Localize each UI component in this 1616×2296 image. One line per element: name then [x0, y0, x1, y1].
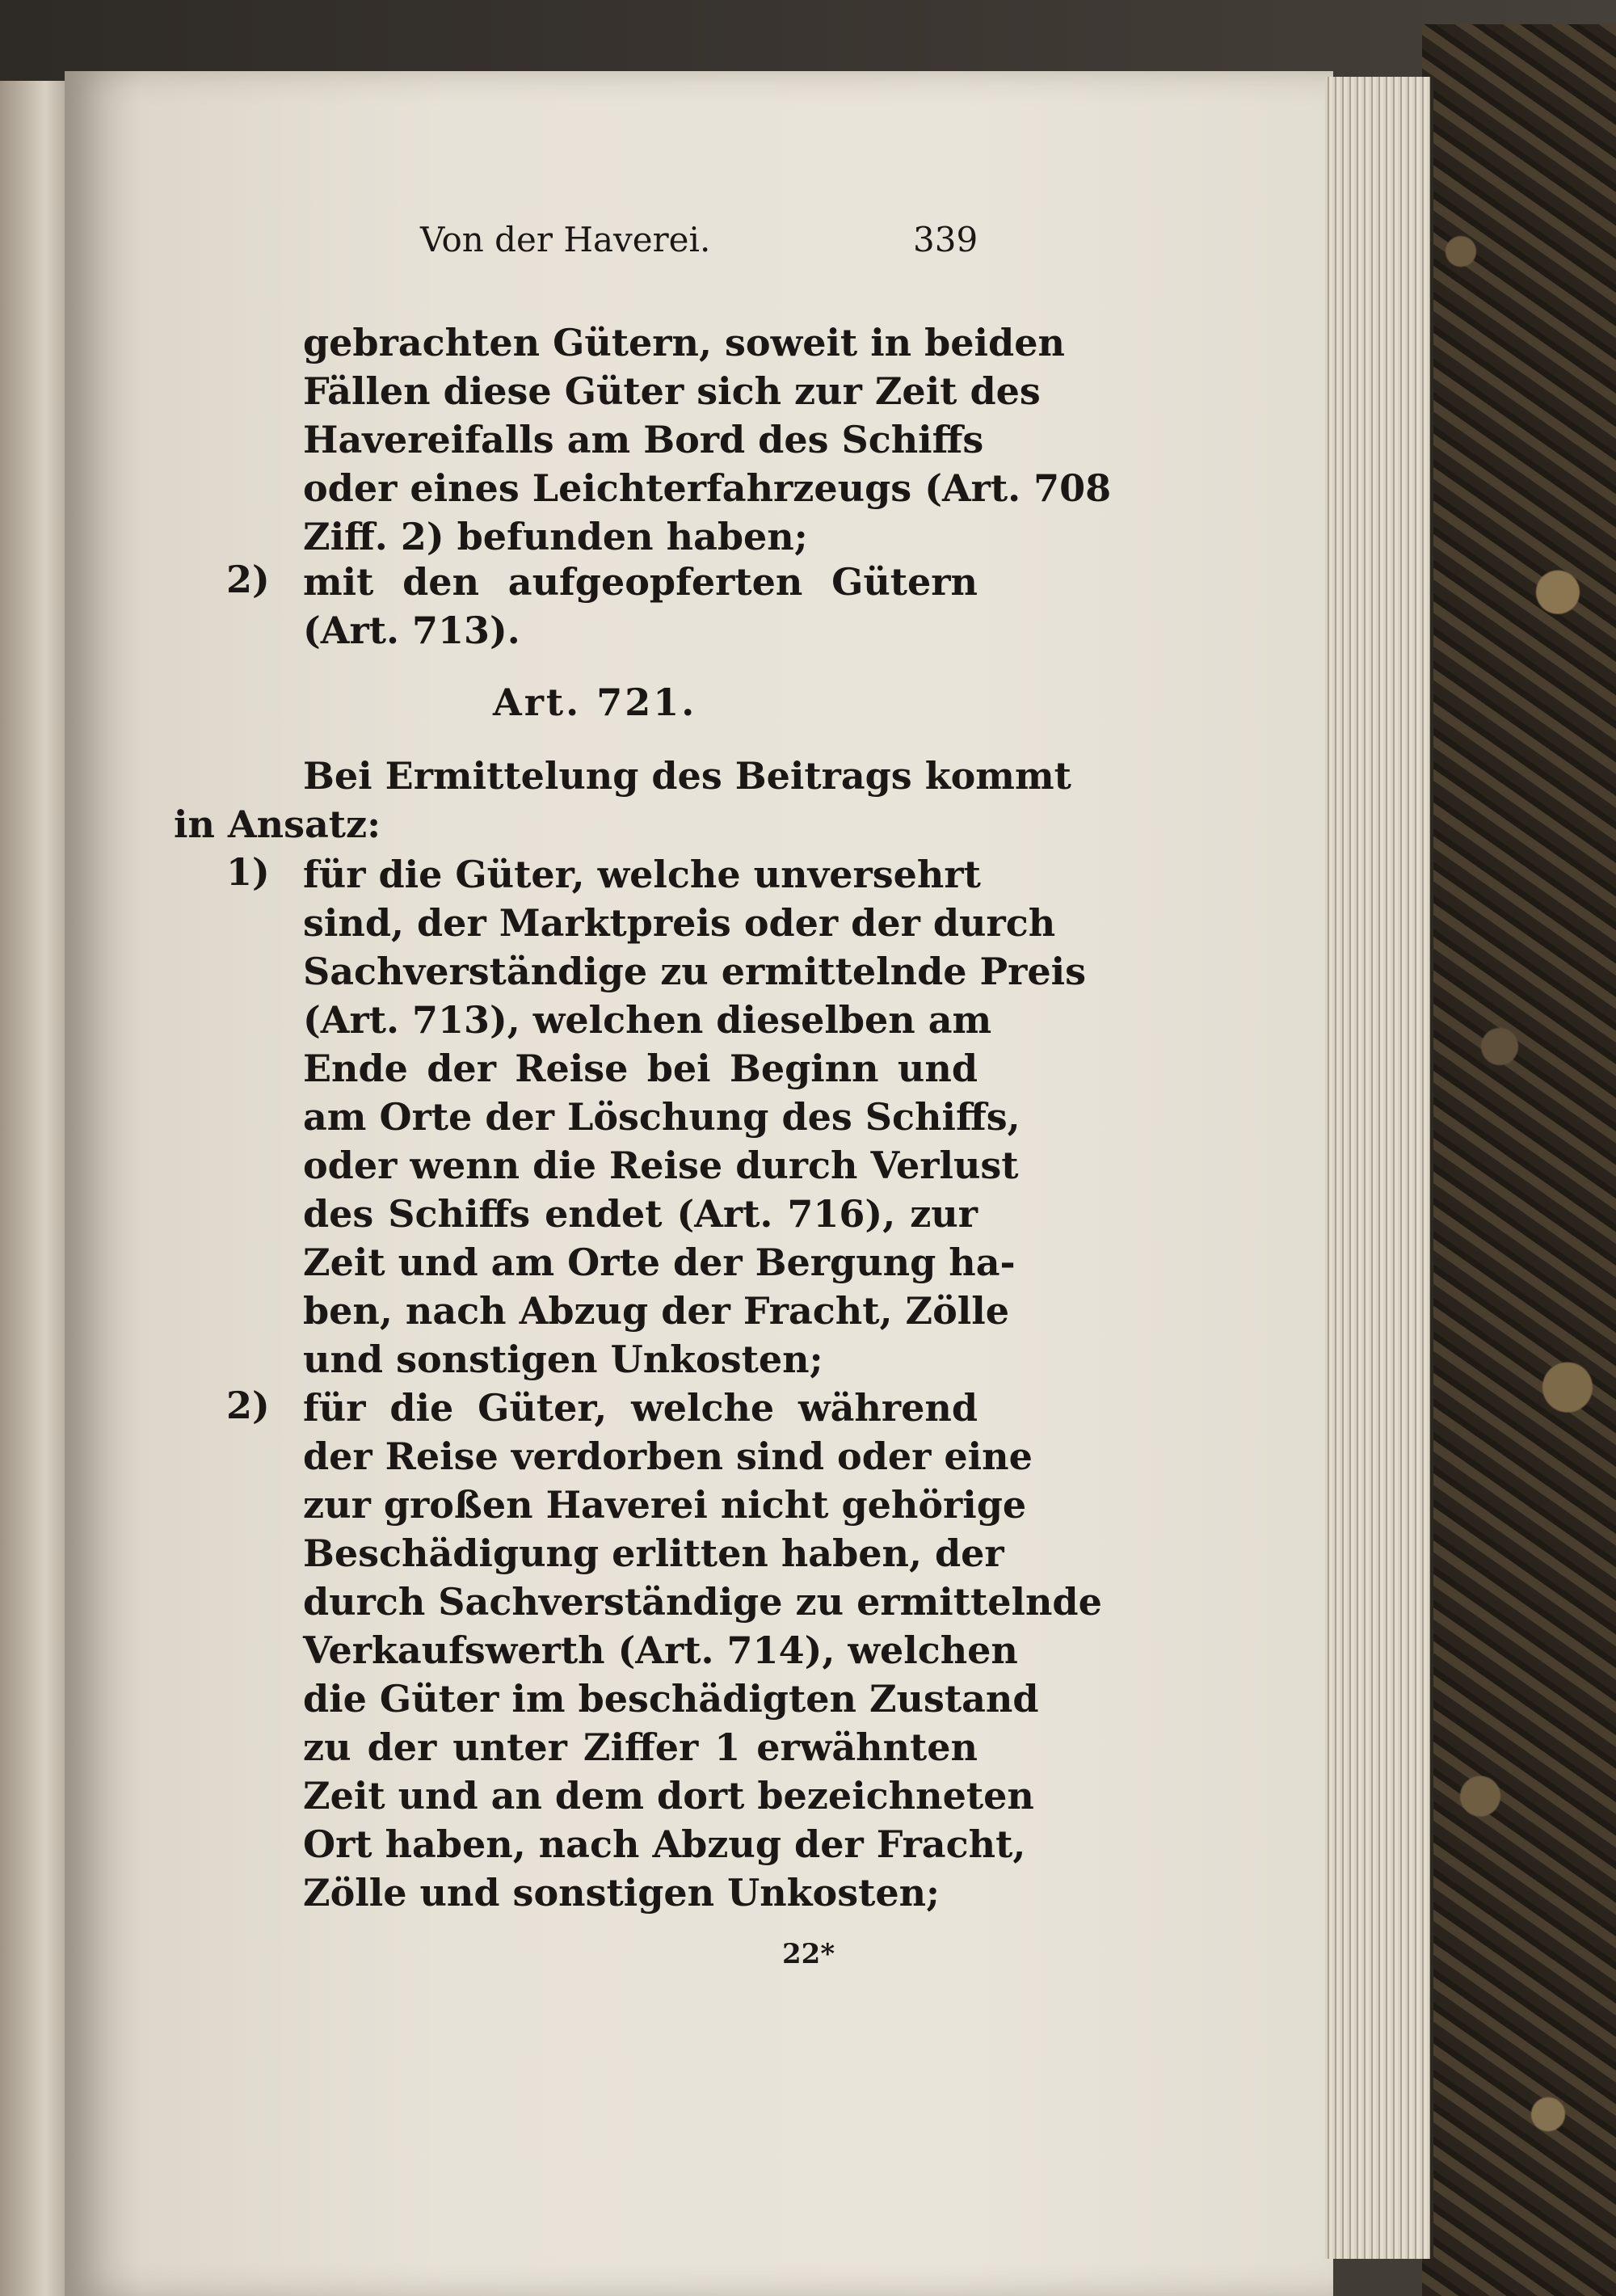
- text-line: (Art. 713).: [303, 609, 520, 652]
- item-number: 2): [226, 558, 270, 601]
- item-number: 1): [226, 850, 270, 894]
- text-line: durch Sachverständige zu ermittelnde: [303, 1580, 1102, 1624]
- text-line: Zeit und an dem dort bezeichneten: [303, 1774, 1034, 1818]
- text-line: mit den aufgeopferten Gütern: [303, 560, 978, 604]
- text-line: Ort haben, nach Abzug der Fracht,: [303, 1822, 1026, 1866]
- page-number: 339: [913, 220, 978, 259]
- text-line: des Schiffs endet (Art. 716), zur: [303, 1192, 978, 1236]
- page-stack-edge: [1325, 77, 1433, 2259]
- text-line: oder eines Leichterfahrzeugs (Art. 708: [303, 466, 1112, 510]
- text-line: und sonstigen Unkosten;: [303, 1338, 823, 1381]
- text-line: sind, der Marktpreis oder der durch: [303, 901, 1056, 945]
- text-line: zur großen Haverei nicht gehörige: [303, 1483, 1027, 1527]
- text-line: Bei Ermittelung des Beitrags kommt: [303, 754, 1071, 798]
- signature-mark: 22*: [782, 1938, 835, 1970]
- marbled-cover: [1422, 24, 1616, 2296]
- item-number: 2): [226, 1384, 270, 1427]
- text-line: Zeit und am Orte der Bergung ha-: [303, 1241, 1016, 1284]
- facing-page-edge: [0, 81, 65, 2296]
- text-line: Zölle und sonstigen Unkosten;: [303, 1871, 941, 1915]
- text-line: oder wenn die Reise durch Verlust: [303, 1144, 1019, 1187]
- text-line: Sachverständige zu ermittelnde Preis: [303, 950, 1087, 993]
- text-line: Ziff. 2) befunden haben;: [303, 515, 808, 558]
- running-title: Von der Haverei.: [420, 220, 711, 259]
- text-line: ben, nach Abzug der Fracht, Zölle: [303, 1289, 1009, 1333]
- text-line: für die Güter, welche während: [303, 1386, 978, 1430]
- text-line: für die Güter, welche unversehrt: [303, 853, 981, 896]
- text-line: Fällen diese Güter sich zur Zeit des: [303, 369, 1041, 413]
- text-line: der Reise verdorben sind oder eine: [303, 1434, 1033, 1478]
- text-line: die Güter im beschädigten Zustand: [303, 1677, 1039, 1721]
- text-line: Ende der Reise bei Beginn und: [303, 1047, 978, 1090]
- text-line: Verkaufswerth (Art. 714), welchen: [303, 1628, 1018, 1672]
- text-line: am Orte der Löschung des Schiffs,: [303, 1095, 1021, 1139]
- article-heading: Art. 721.: [493, 680, 697, 724]
- text-line: zu der unter Ziffer 1 erwähnten: [303, 1725, 978, 1769]
- text-line: in Ansatz:: [174, 803, 381, 846]
- text-line: Havereifalls am Bord des Schiffs: [303, 418, 984, 461]
- text-line: (Art. 713), welchen dieselben am: [303, 998, 992, 1042]
- text-line: gebrachten Gütern, soweit in beiden: [303, 321, 1065, 364]
- text-line: Beschädigung erlitten haben, der: [303, 1531, 1004, 1575]
